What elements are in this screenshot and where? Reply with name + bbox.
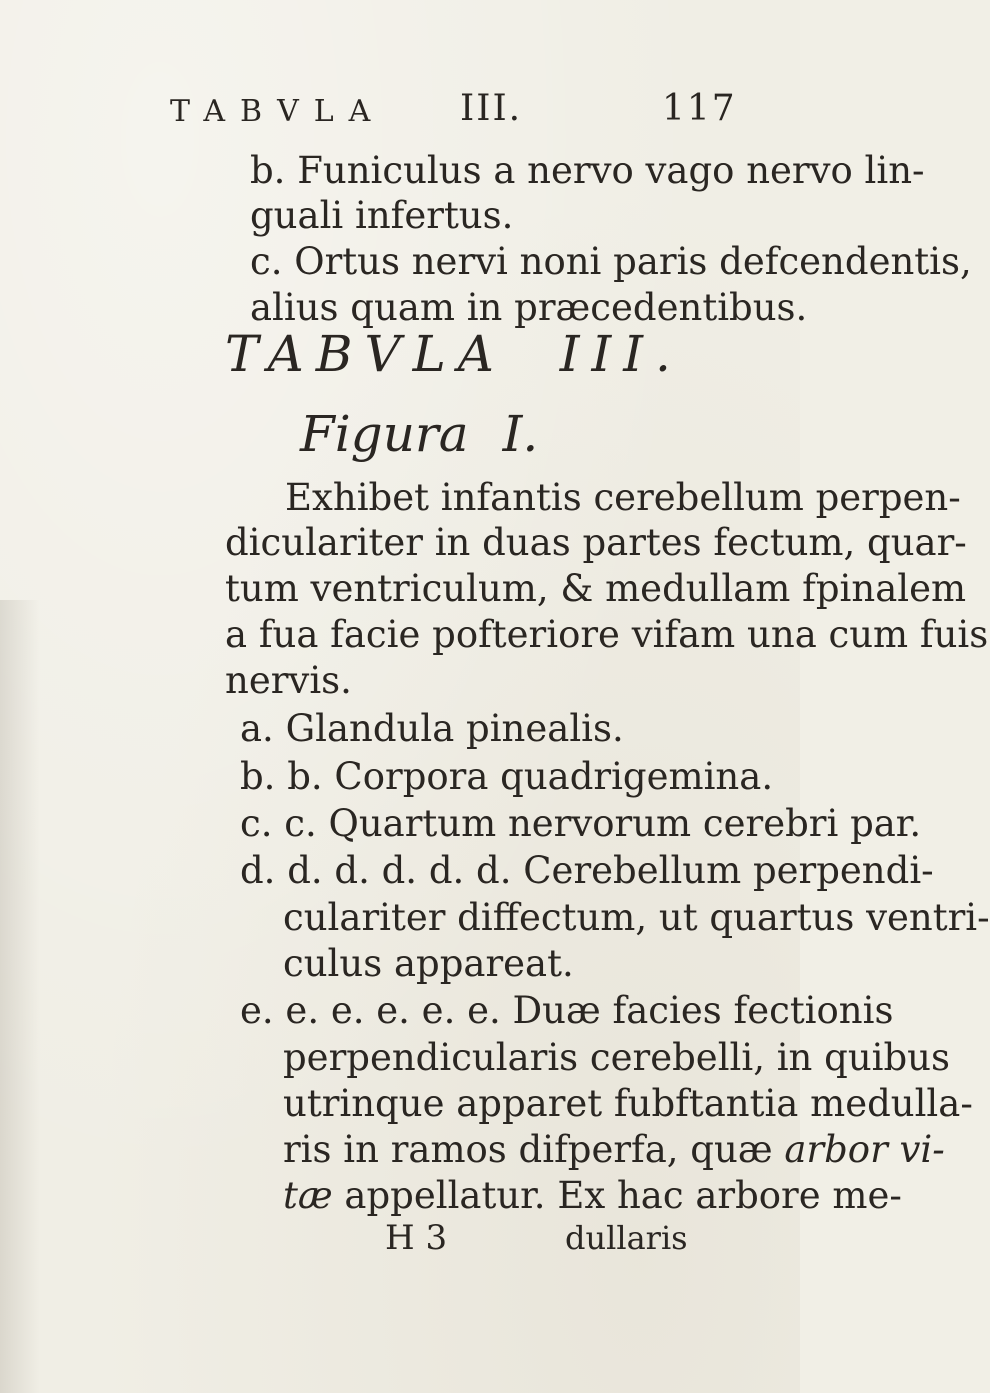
legend-item: e. e. e. e. e. e. Duæ facies fectionis xyxy=(240,989,894,1032)
running-head xyxy=(170,88,737,138)
text-line: nervis. xyxy=(225,659,352,702)
legend-item: a. Glandula pinealis. xyxy=(240,707,624,750)
legend-text: appellatur. Ex hac arbore me- xyxy=(344,1174,902,1217)
text-line: guali infertus. xyxy=(250,194,514,237)
page-number: 117 xyxy=(662,88,737,129)
gutter-shadow xyxy=(0,600,40,1393)
table-heading xyxy=(225,325,683,383)
legend-text: ris in ramos difperfa, quæ xyxy=(283,1128,773,1171)
figure-heading-word: Figura xyxy=(300,405,469,463)
legend-item-continued: culariter diffectum, ut quartus ventri- xyxy=(283,896,990,939)
text-line: a fua facie pofteriore vifam una cum fuis xyxy=(225,613,989,656)
figure-heading xyxy=(300,405,538,463)
figure-heading-number: I. xyxy=(502,405,539,463)
legend-text-italic: tæ xyxy=(283,1174,333,1217)
signature-mark: H 3 xyxy=(385,1218,448,1258)
text-line: diculariter in duas partes fectum, quar- xyxy=(225,521,967,564)
legend-item-continued: utrinque apparet fubftantia medulla- xyxy=(283,1082,973,1125)
running-head-title: TABVLA xyxy=(170,94,386,129)
text-line: Exhibet infantis cerebellum perpen- xyxy=(285,476,961,519)
legend-item: c. c. Quartum nervorum cerebri par. xyxy=(240,802,922,845)
legend-item-continued: culus appareat. xyxy=(283,942,574,985)
legend-text-italic: arbor vi- xyxy=(784,1128,945,1171)
text-line: c. Ortus nervi noni paris defcendentis, xyxy=(250,240,972,283)
legend-item: b. b. Corpora quadrigemina. xyxy=(240,755,774,798)
running-head-roman: III. xyxy=(460,88,523,129)
text-line: b. Funiculus a nervo vago nervo lin- xyxy=(250,149,925,192)
legend-item: d. d. d. d. d. d. Cerebellum perpendi- xyxy=(240,849,934,892)
table-heading-word: TABVLA xyxy=(225,325,506,383)
legend-item-continued: perpendicularis cerebelli, in quibus xyxy=(283,1036,950,1079)
catchword: dullaris xyxy=(565,1219,688,1257)
text-line: alius quam in præcedentibus. xyxy=(250,286,808,329)
table-heading-roman: III. xyxy=(559,325,683,383)
text-line: tum ventriculum, & medullam fpinalem xyxy=(225,567,967,610)
legend-item-continued xyxy=(283,1124,945,1176)
